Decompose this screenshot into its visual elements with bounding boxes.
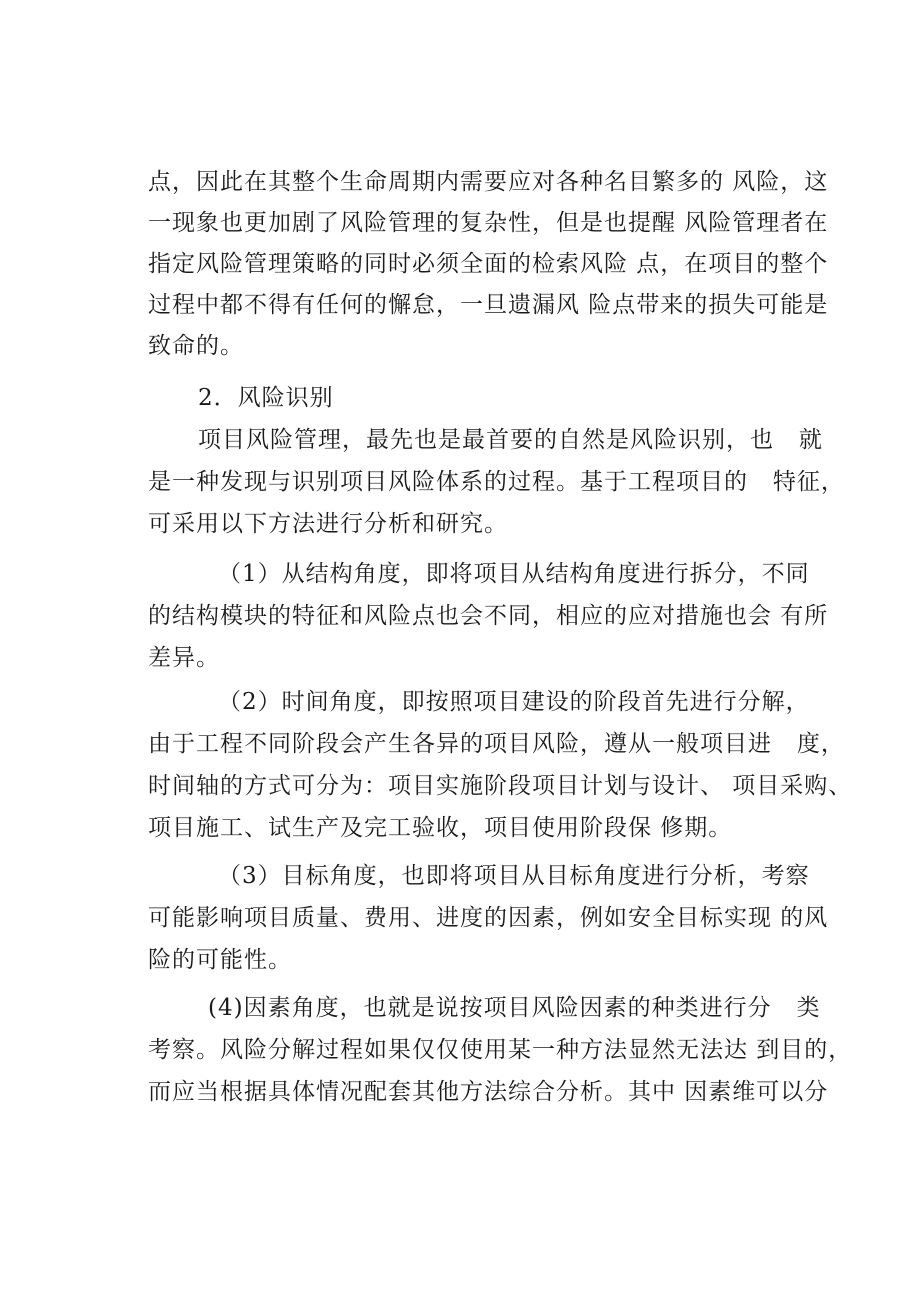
text-line: 的结构模块的特征和风险点也会不同，相应的应对措施也会 有所 xyxy=(148,603,829,629)
text-line: 差异。 xyxy=(148,645,220,671)
text-line: 指定风险管理策略的同时必须全面的检索风险 点，在项目的整个 xyxy=(148,251,829,277)
text-line: 致命的。 xyxy=(148,333,244,359)
text-line: 过程中都不得有任何的懈怠，一旦遗漏风 险点带来的损失可能是 xyxy=(148,292,829,318)
section-heading: 2．风险识别 xyxy=(198,385,334,411)
text-line: 可能影响项目质量、费用、进度的因素，例如安全目标实现 的风 xyxy=(148,905,829,931)
text-line: 可采用以下方法进行分析和研究。 xyxy=(148,511,508,537)
text-line: 点，因此在其整个生命周期内需要应对各种名目繁多的 风险，这 xyxy=(148,169,829,195)
text-line: 由于工程不同阶段会产生各异的项目风险，遵从一般项目进 度， xyxy=(148,731,845,757)
text-line: （2）时间角度，即按照项目建设的阶段首先进行分解， xyxy=(218,689,810,715)
text-line: 项目风险管理，最先也是最首要的自然是风险识别，也 就 xyxy=(198,427,823,453)
text-line: 而应当根据具体情况配套其他方法综合分析。其中 因素维可以分 xyxy=(148,1079,829,1105)
text-line: 是一种发现与识别项目风险体系的过程。基于工程项目的 特征， xyxy=(148,469,845,495)
text-line: 考察。风险分解过程如果仅仅使用某一种方法显然无法达 到目的， xyxy=(148,1037,853,1063)
text-line: （3）目标角度，也即将项目从目标角度进行分析，考察 xyxy=(218,863,810,889)
text-line: (4)因素角度，也就是说按项目风险因素的种类进行分 类 xyxy=(208,995,821,1021)
text-line: 险的可能性。 xyxy=(148,947,292,973)
text-line: （1）从结构角度，即将项目从结构角度进行拆分，不同 xyxy=(218,561,810,587)
text-line: 一现象也更加剧了风险管理的复杂性，但是也提醒 风险管理者在 xyxy=(148,210,829,236)
text-line: 时间轴的方式可分为：项目实施阶段项目计划与设计、 项目采购、 xyxy=(148,773,853,799)
text-line: 项目施工、试生产及完工验收，项目使用阶段保 修期。 xyxy=(148,815,733,841)
